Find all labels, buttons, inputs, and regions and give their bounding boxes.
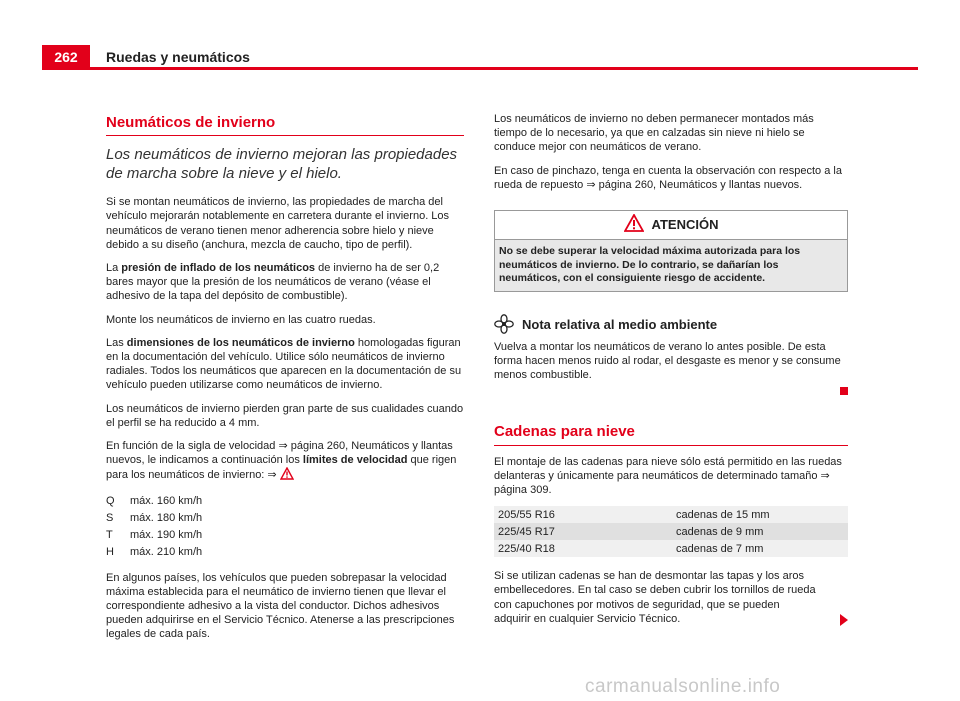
- paragraph-speed-limits: En función de la sigla de velocidad ⇒ página 260, Neumáticos y llantas nuevos, le indicamos a continuación los límites de velocidad que rigen para los neumáticos de invierno: ⇒: [106, 439, 464, 485]
- table-row: [494, 523, 848, 540]
- paragraph-dimensions: Las dimensiones de los neumáticos de invierno homologadas figuran en la documentación del vehículo. Utilice sólo neumáticos de invierno radiales. Todos los neumáticos que aparecen en la documentación de su vehículo pueden utilizarse como neumáticos de invierno.: [106, 336, 462, 392]
- watermark: carmanualsonline.info: [585, 676, 781, 697]
- header-rule: [42, 67, 918, 70]
- speed-limit-list: [106, 494, 464, 562]
- bold-term: presión de inflado de los neumáticos: [121, 262, 316, 275]
- paragraph: El montaje de las cadenas para nieve sólo está permitido en las ruedas delanteras y únicamente para neumáticos de determinado tamaño ⇒ página 309.: [494, 455, 842, 496]
- section-title-winter-tyres: Neumáticos de invierno: [106, 116, 464, 136]
- table-cell: cadenas de 9 mm: [672, 523, 848, 540]
- environment-note-header: [494, 314, 848, 337]
- section-subtitle: Los neumáticos de invierno mejoran las propiedades de marcha sobre la nieve y el hielo.: [106, 146, 458, 183]
- flower-environment-icon: [494, 314, 514, 337]
- table-cell: cadenas de 15 mm: [672, 506, 848, 523]
- warning-header: [495, 211, 847, 240]
- paragraph: En algunos países, los vehículos que pueden sobrepasar la velocidad máxima establecida para el neumático de invierno tienen que llevar el correspondiente adhesivo a la vista del conductor. Dichos adhesivos pueden adquirirse en el Servicio Técnico. Atenerse a las prescripciones legales de cada país.: [106, 571, 455, 641]
- list-item: H máx. 210 km/h: [106, 545, 203, 558]
- continue-arrow-icon: [840, 614, 848, 626]
- table-row: [494, 540, 848, 557]
- paragraph: Los neumáticos de invierno pierden gran parte de sus cualidades cuando el perfil se ha reducido a 4 mm.: [106, 402, 464, 429]
- page-number: 262: [42, 45, 90, 69]
- list-item: Q máx. 160 km/h: [106, 494, 203, 507]
- paragraph-pressure: La presión de inflado de los neumáticos de invierno ha de ser 0,2 bares mayor que la presión de los neumáticos de verano (véase el adhesivo de la tapa del depósito de combustible).: [106, 262, 440, 303]
- paragraph-continues: [494, 569, 848, 626]
- section-end-marker: [840, 387, 848, 395]
- paragraph: Los neumáticos de invierno no deben permanecer montados más tiempo de lo necesario, ya que en calzadas sin nieve ni hielo se conduce mejor con neumáticos de verano.: [494, 113, 814, 154]
- paragraph: En caso de pinchazo, tenga en cuenta la observación con respecto a la rueda de repuesto ⇒ página 260, Neumáticos y llantas nuevos.: [494, 164, 842, 191]
- warning-title: ATENCIÓN: [651, 216, 719, 232]
- table-cell: 205/55 R16: [494, 506, 672, 523]
- page-heading: Ruedas y neumáticos: [106, 49, 250, 65]
- paragraph: Si se montan neumáticos de invierno, las propiedades de marcha del vehículo mejorarán notablemente en carretera durante el invierno. Los neumáticos de verano tienen menor adherencia sobre hielo y nieve debido a su diseño (anchura, mezcla de caucho, tipo de perfil).: [106, 196, 450, 251]
- snow-chain-table: [494, 506, 848, 557]
- table-row: [494, 506, 848, 523]
- warning-triangle-icon: [624, 214, 644, 235]
- environment-note-title: Nota relativa al medio ambiente: [522, 317, 718, 333]
- bold-term: dimensiones de los neumáticos de invierno: [126, 336, 355, 349]
- list-item: S máx. 180 km/h: [106, 511, 203, 524]
- table-cell: 225/40 R18: [494, 540, 672, 557]
- paragraph: Monte los neumáticos de invierno en las cuatro ruedas.: [106, 313, 376, 326]
- right-column: [494, 112, 848, 626]
- warning-box: [494, 210, 848, 292]
- table-cell: 225/45 R17: [494, 523, 672, 540]
- paragraph: Si se utilizan cadenas se han de desmontar las tapas y los aros embellecedores. En tal caso se deben cubrir los tornillos de rueda con capuchones por motivos de seguridad, que se pueden adquirir en cualquier Servicio Técnico.: [494, 570, 816, 625]
- environment-note-body: Vuelva a montar los neumáticos de verano lo antes posible. De esta forma hacen menos ruido al rodar, el desgaste es menor y se consume menos combustible.: [494, 340, 841, 382]
- warning-body: No se debe superar la velocidad máxima autorizada para los neumáticos de invierno. De lo contrario, se dañarían los neumáticos, con el consiguiente riesgo de accidente.: [495, 240, 847, 291]
- table-cell: cadenas de 7 mm: [672, 540, 848, 557]
- section-title-snow-chains: Cadenas para nieve: [494, 425, 848, 445]
- warning-triangle-icon[interactable]: [280, 467, 294, 484]
- left-column: [106, 116, 464, 651]
- bold-term: límites de velocidad: [302, 454, 408, 467]
- list-item: T máx. 190 km/h: [106, 528, 203, 541]
